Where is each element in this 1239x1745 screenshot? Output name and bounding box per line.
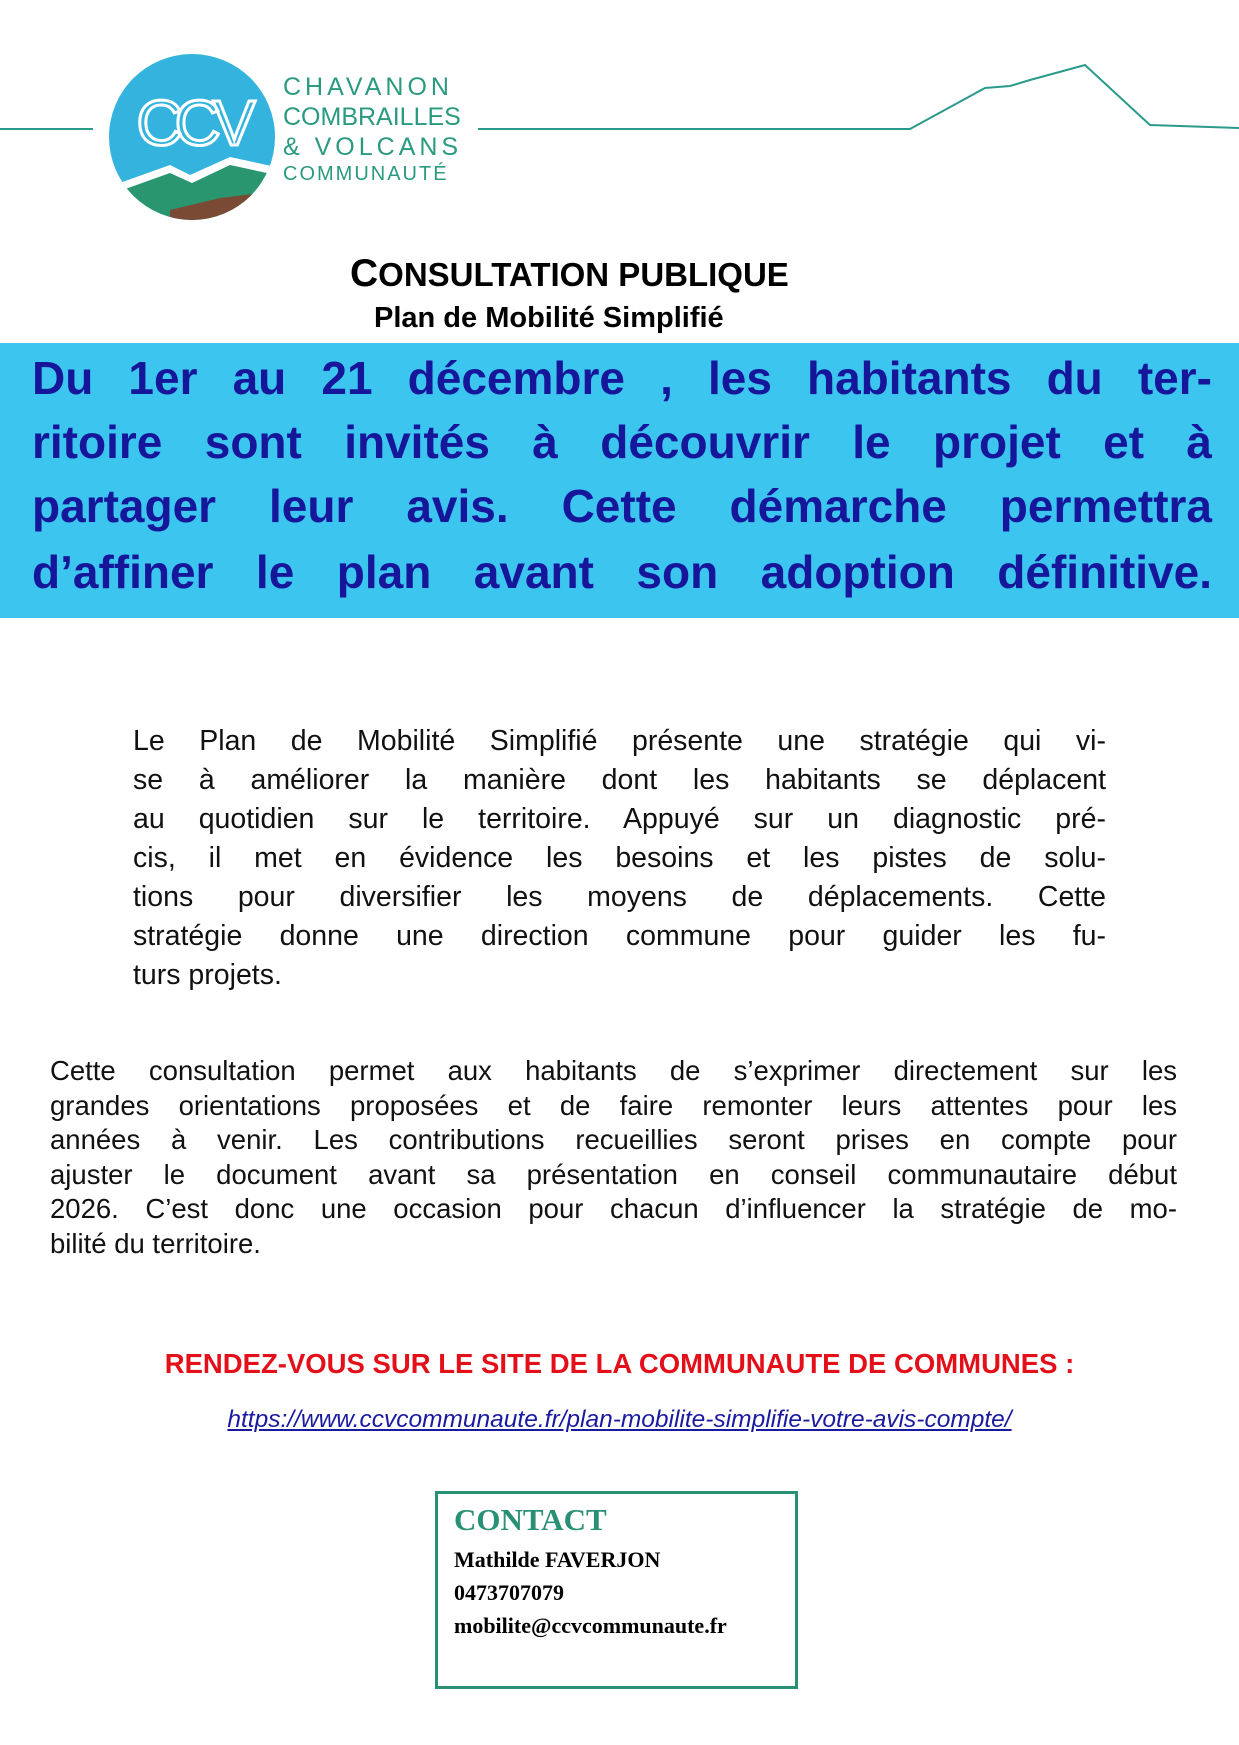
text-line: au quotidien sur le territoire. Appuyé sur un diagnostic pré-	[133, 803, 1106, 835]
banner-line: Du 1er au 21 décembre , les habitants du ter-	[32, 352, 1212, 404]
text-line: se à améliorer la manière dont les habitants se déplacent	[133, 764, 1106, 796]
mountain-line	[478, 65, 1239, 129]
page-title	[350, 252, 789, 296]
logo-emblem	[100, 54, 290, 240]
text-line: 2026. C’est donc une occasion pour chacun d’influencer la stratégie de mo-	[50, 1193, 1177, 1225]
header-decoration	[0, 0, 1239, 240]
consultation-paragraph	[50, 1054, 1177, 1262]
contact-box	[435, 1491, 798, 1689]
banner-line: d’affiner le plan avant son adoption définitive.	[32, 546, 1212, 598]
title-rest: ONSULTATION PUBLIQUE	[378, 256, 789, 293]
text-line: bilité du territoire.	[50, 1227, 261, 1259]
contact-title: CONTACT	[454, 1502, 607, 1537]
text-line: grandes orientations proposées et de faire remonter leurs attentes pour les	[50, 1089, 1177, 1121]
consultation-link[interactable]: https://www.ccvcommunaute.fr/plan-mobilite-simplifie-votre-avis-compte/	[227, 1406, 1012, 1433]
text-line: ajuster le document avant sa présentation en conseil communautaire début	[50, 1158, 1177, 1190]
text-line: Le Plan de Mobilité Simplifié présente une stratégie qui vi-	[133, 725, 1106, 757]
text-line: Cette consultation permet aux habitants de s’exprimer directement sur les	[50, 1055, 1177, 1086]
page-subtitle: Plan de Mobilité Simplifié	[374, 302, 724, 334]
logo-line: COMBRAILLES	[283, 103, 461, 131]
text-line: stratégie donne une direction commune pour guider les fu-	[133, 920, 1106, 952]
title-initial: C	[350, 252, 379, 295]
text-line: tions pour diversifier les moyens de déplacements. Cette	[133, 881, 1106, 913]
logo-line: & VOLCANS	[283, 133, 463, 161]
logo-line: COMMUNAUTÉ	[283, 163, 449, 185]
contact-email: mobilite@ccvcommunaute.fr	[454, 1613, 727, 1638]
logo-line: CHAVANON	[283, 73, 453, 101]
contact-phone: 0473707079	[454, 1580, 564, 1605]
svg-text:CCV: CCV	[136, 87, 248, 159]
banner-line: partager leur avis. Cette démarche permettra	[32, 480, 1212, 532]
text-line: cis, il met en évidence les besoins et les pistes de solu-	[133, 842, 1106, 874]
cta-heading: RENDEZ-VOUS SUR LE SITE DE LA COMMUNAUTE DE COMMUNES :	[164, 1348, 1075, 1379]
text-line: turs projets.	[133, 959, 282, 991]
announcement-banner	[0, 343, 1239, 618]
text-line: années à venir. Les contributions recueillies seront prises en compte pour	[50, 1124, 1177, 1156]
intro-paragraph	[133, 722, 1106, 995]
logo-wordmark	[283, 72, 462, 186]
banner-line: ritoire sont invités à découvrir le projet et à	[32, 416, 1212, 468]
contact-name: Mathilde FAVERJON	[454, 1547, 661, 1572]
